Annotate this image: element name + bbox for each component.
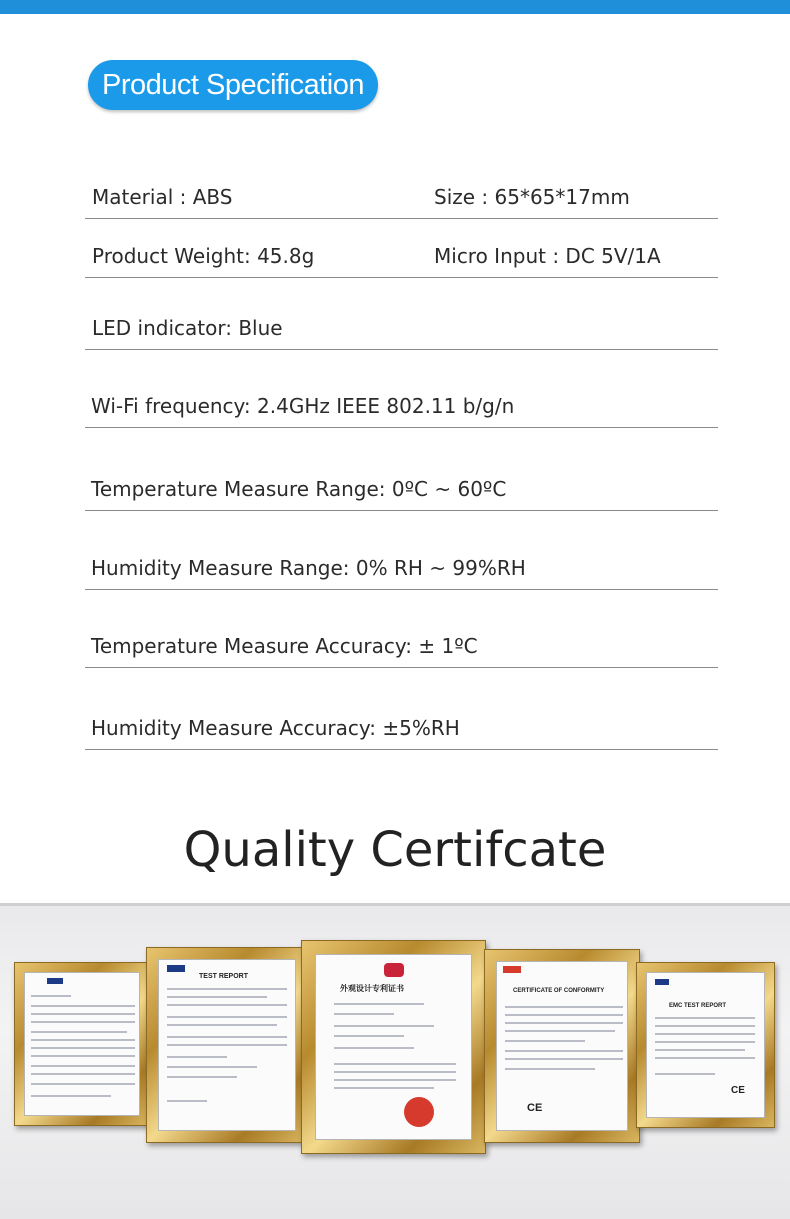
ce-mark-icon: CE xyxy=(527,1102,543,1114)
spec-row-humidity-accuracy xyxy=(85,694,718,750)
spec-material: Material : ABS xyxy=(92,185,233,209)
spec-row-temp-accuracy xyxy=(85,615,718,668)
spec-input: Micro Input : DC 5V/1A xyxy=(434,244,661,268)
spec-led: LED indicator: Blue xyxy=(92,316,283,340)
certificate-heading-2: TEST REPORT xyxy=(199,973,249,980)
spec-row-temp-range xyxy=(85,455,718,511)
certificate-frame-1 xyxy=(14,962,150,1126)
section-title-pill: Product Specification xyxy=(88,60,378,110)
spec-humidity-range: Humidity Measure Range: 0% RH ~ 99%RH xyxy=(91,556,526,580)
top-accent-bar xyxy=(0,0,790,14)
spec-row-led xyxy=(85,300,718,350)
spec-wifi: Wi-Fi frequency: 2.4GHz IEEE 802.11 b/g/n xyxy=(91,394,515,418)
spec-row-material-size xyxy=(85,170,718,219)
certificate-heading-3: 外观设计专利证书 xyxy=(340,984,404,993)
certificate-frame-4 xyxy=(484,949,640,1143)
certificate-document-1 xyxy=(24,972,140,1116)
certificate-frame-5 xyxy=(636,962,775,1128)
spec-size: Size : 65*65*17mm xyxy=(434,185,630,209)
certificate-heading-5: EMC TEST REPORT xyxy=(669,1003,727,1009)
certificate-frame-3 xyxy=(301,940,486,1154)
spec-temp-range: Temperature Measure Range: 0ºC ~ 60ºC xyxy=(91,477,507,501)
spec-row-wifi xyxy=(85,376,718,428)
certificate-document-4 xyxy=(496,961,628,1131)
quality-certificate-title: Quality Certifcate xyxy=(183,822,607,878)
certificate-heading-4: CERTIFICATE OF CONFORMITY xyxy=(513,988,605,994)
spec-row-weight-input xyxy=(85,229,718,278)
spec-row-humidity-range xyxy=(85,535,718,590)
certificate-document-3 xyxy=(315,954,472,1140)
certificate-frame-2 xyxy=(146,947,308,1143)
certificate-document-2 xyxy=(158,959,296,1131)
ce-mark-icon: CE xyxy=(731,1085,745,1096)
certificate-document-5 xyxy=(646,972,765,1118)
spec-temp-accuracy: Temperature Measure Accuracy: ± 1ºC xyxy=(91,634,478,658)
spec-weight: Product Weight: 45.8g xyxy=(92,244,315,268)
spec-humidity-accuracy: Humidity Measure Accuracy: ±5%RH xyxy=(91,716,460,740)
